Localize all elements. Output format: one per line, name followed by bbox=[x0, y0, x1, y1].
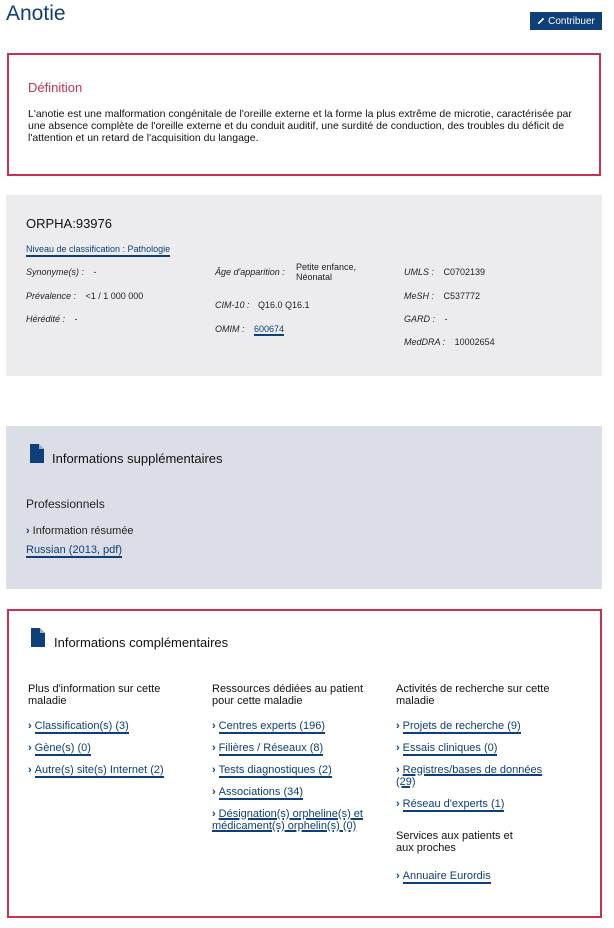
umls-value: C0702139 bbox=[443, 267, 486, 277]
mesh-row bbox=[404, 286, 480, 304]
gard-label: GARD : bbox=[404, 314, 436, 324]
chevron-right-icon: › bbox=[212, 764, 216, 776]
registries-link[interactable]: Registres/bases de données (29) bbox=[396, 764, 543, 789]
col3-item-registries[interactable] bbox=[396, 764, 561, 788]
meddra-row bbox=[404, 332, 495, 350]
synonyms-value: - bbox=[93, 267, 97, 277]
classification-level-link[interactable]: Niveau de classification : Pathologie bbox=[26, 245, 170, 257]
supplementary-title: Informations supplémentaires bbox=[52, 451, 223, 466]
umls-row bbox=[404, 262, 485, 280]
summary-info-row bbox=[26, 525, 134, 537]
chevron-right-icon: › bbox=[396, 720, 400, 732]
col2-item-expert-centres[interactable] bbox=[212, 720, 325, 732]
col2-item-orphan-designations[interactable] bbox=[212, 808, 377, 832]
col2-heading: Ressources dédiées au patient pour cette maladie bbox=[212, 683, 364, 707]
summary-info-label: Information résumée bbox=[32, 525, 134, 537]
chevron-right-icon: › bbox=[396, 798, 400, 810]
networks-link[interactable]: Filières / Réseaux (8) bbox=[218, 742, 324, 754]
prevalence-label: Prévalence : bbox=[26, 291, 77, 301]
omim-link[interactable]: 600674 bbox=[253, 324, 284, 334]
eurordis-directory-link[interactable]: Annuaire Eurordis bbox=[402, 870, 491, 882]
genes-link[interactable]: Gène(s) (0) bbox=[34, 742, 91, 754]
heredity-label: Hérédité : bbox=[26, 314, 66, 324]
col2-item-associations[interactable] bbox=[212, 786, 303, 798]
heredity-row bbox=[26, 309, 77, 327]
diagnostic-tests-link[interactable]: Tests diagnostiques (2) bbox=[218, 764, 332, 776]
chevron-right-icon: › bbox=[396, 742, 400, 754]
col1-heading: Plus d'information sur cette maladie bbox=[28, 683, 161, 707]
chevron-right-icon: › bbox=[212, 742, 216, 754]
mesh-value: C537772 bbox=[443, 291, 481, 301]
chevron-right-icon: › bbox=[396, 870, 400, 882]
orphan-designations-link[interactable]: Désignation(s) orpheline(s) et médicament(s) orphelin(s) (0) bbox=[212, 808, 363, 833]
gard-row bbox=[404, 309, 447, 327]
complementary-title: Informations complémentaires bbox=[54, 635, 229, 650]
pencil-icon bbox=[537, 17, 545, 25]
professionals-heading: Professionnels bbox=[26, 497, 105, 511]
col3-heading: Activités de recherche sur cette maladie bbox=[396, 683, 550, 707]
heredity-value: - bbox=[74, 314, 78, 324]
expert-centres-link[interactable]: Centres experts (196) bbox=[218, 720, 326, 732]
col3-item-clinical-trials[interactable] bbox=[396, 742, 497, 754]
chevron-right-icon: › bbox=[396, 764, 400, 776]
col3-item-eurordis[interactable] bbox=[396, 870, 491, 882]
clinical-trials-link[interactable]: Essais cliniques (0) bbox=[402, 742, 498, 754]
websites-link[interactable]: Autre(s) site(s) Internet (2) bbox=[34, 764, 164, 776]
chevron-right-icon: › bbox=[212, 720, 216, 732]
document-icon bbox=[31, 628, 45, 647]
gard-value: - bbox=[444, 314, 448, 324]
icd10-label: CIM-10 : bbox=[215, 300, 250, 310]
omim-row bbox=[215, 319, 284, 337]
definition-title: Définition bbox=[28, 80, 83, 95]
chevron-right-icon: › bbox=[28, 742, 32, 754]
page-title: Anotie bbox=[6, 2, 66, 25]
umls-label: UMLS : bbox=[404, 267, 435, 277]
col1-item-classifications[interactable] bbox=[28, 720, 129, 732]
contribute-button[interactable] bbox=[530, 12, 602, 30]
chevron-right-icon: › bbox=[26, 525, 30, 537]
synonyms-row bbox=[26, 262, 96, 280]
onset-label: Âge d'apparition : bbox=[215, 267, 285, 277]
col3-item-expert-network[interactable] bbox=[396, 798, 504, 810]
col2-item-networks[interactable] bbox=[212, 742, 323, 754]
orpha-code: ORPHA:93976 bbox=[26, 216, 112, 231]
chevron-right-icon: › bbox=[212, 786, 216, 798]
associations-link[interactable]: Associations (34) bbox=[218, 786, 304, 798]
icd10-row bbox=[215, 295, 310, 313]
col3-item-research-projects[interactable] bbox=[396, 720, 521, 732]
prevalence-row bbox=[26, 286, 143, 304]
classifications-link[interactable]: Classification(s) (3) bbox=[34, 720, 129, 732]
icd10-value: Q16.0 Q16.1 bbox=[257, 300, 310, 310]
expert-network-link[interactable]: Réseau d'experts (1) bbox=[402, 798, 505, 810]
col2-item-diagnostic-tests[interactable] bbox=[212, 764, 332, 776]
synonyms-label: Synonyme(s) : bbox=[26, 267, 85, 277]
col1-item-websites[interactable] bbox=[28, 764, 164, 776]
meddra-label: MedDRA : bbox=[404, 337, 446, 347]
research-projects-link[interactable]: Projets de recherche (9) bbox=[402, 720, 521, 732]
contribute-label: Contribuer bbox=[548, 15, 595, 27]
mesh-label: MeSH : bbox=[404, 291, 435, 301]
services-heading: Services aux patients et aux proches bbox=[396, 830, 513, 854]
russian-pdf-link[interactable]: Russian (2013, pdf) bbox=[26, 544, 122, 558]
definition-text: L'anotie est une malformation congénitale de l'oreille externe et la forme la plus extrême de microtie, caractérisée par une absence complète de l'oreille externe et du conduit auditif, une surdité de conduction, des troubles du déficit de l'attention et un retard de l'acquisition du langage. bbox=[28, 108, 572, 144]
onset-label-wrap bbox=[215, 262, 285, 280]
chevron-right-icon: › bbox=[28, 720, 32, 732]
chevron-right-icon: › bbox=[28, 764, 32, 776]
col1-item-genes[interactable] bbox=[28, 742, 91, 754]
omim-label: OMIM : bbox=[215, 324, 245, 334]
meddra-value: 10002654 bbox=[454, 337, 495, 347]
chevron-right-icon: › bbox=[212, 808, 216, 820]
document-icon bbox=[30, 444, 44, 463]
prevalence-value: <1 / 1 000 000 bbox=[85, 291, 144, 301]
onset-value: Petite enfance, Néonatal bbox=[296, 262, 357, 282]
